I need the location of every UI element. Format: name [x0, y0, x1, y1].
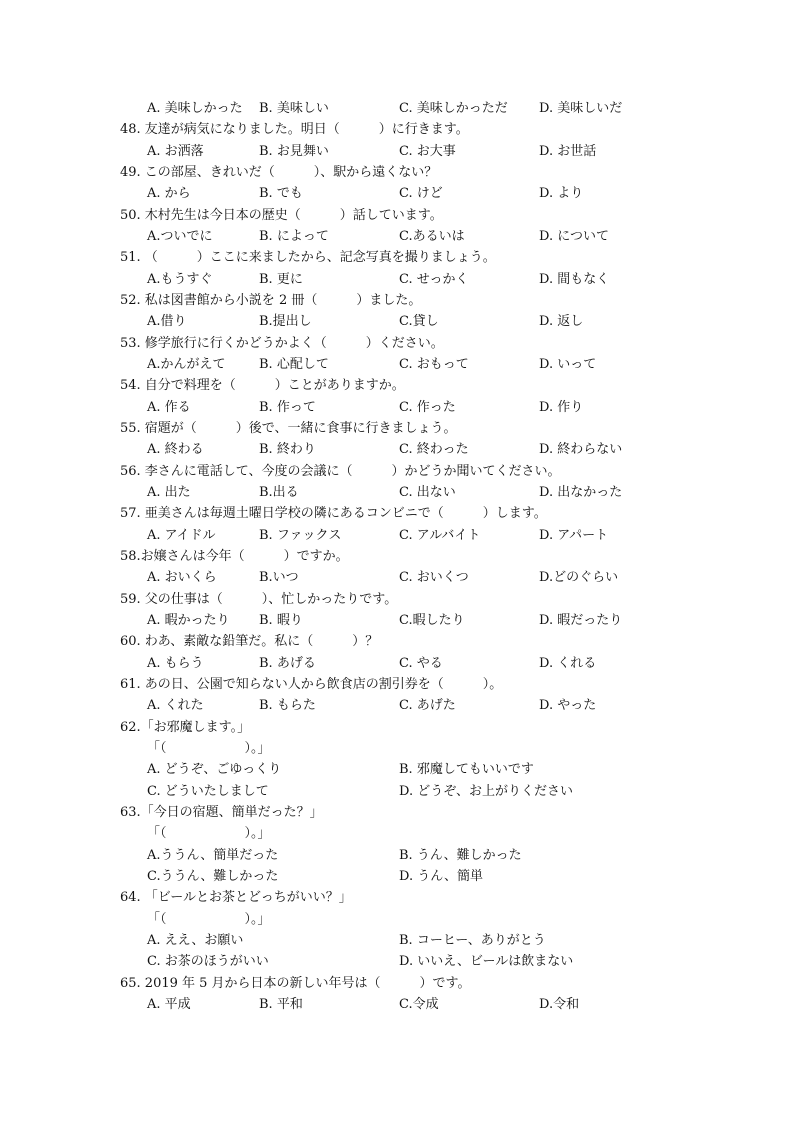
- dialogue-response-line: [0, 738, 794, 759]
- answer-option: C. やる: [399, 655, 443, 671]
- options-line: [0, 930, 794, 951]
- question-text: 54. 自分で料理を（ ）ことがありますか。: [120, 378, 405, 394]
- answer-option: B. 作って: [259, 399, 316, 415]
- answer-option: A. 作る: [147, 399, 191, 415]
- answer-option: D. いって: [539, 356, 597, 372]
- answer-option: A. 出た: [147, 484, 191, 500]
- question-line: [0, 375, 794, 396]
- question-text: 56. 李さんに電話して、今度の会議に（ ）かどうか聞いてください。: [120, 463, 561, 479]
- answer-option: C. どういたしまして: [147, 783, 269, 799]
- question-line: [0, 461, 794, 482]
- answer-option: D. やった: [539, 698, 597, 714]
- question-text: 52. 私は図書館から小説を 2 冊（ ）ました。: [120, 292, 422, 308]
- answer-option: A.かんがえて: [147, 356, 226, 372]
- options-line: [0, 994, 794, 1015]
- question-text: 63.「今日の宿題、簡単だった？」: [120, 804, 323, 820]
- answer-option: C. お大事: [399, 143, 456, 159]
- answer-option: A. 平成: [147, 996, 191, 1012]
- answer-option: A.借り: [147, 314, 187, 330]
- question-text: 53. 修学旅行に行くかどうかよく（ ）ください。: [120, 335, 444, 351]
- question-text: 50. 木村先生は今日本の歴史（ ）話しています。: [120, 207, 443, 223]
- options-line: [0, 759, 794, 780]
- answer-option: B. 邪魔してもいいです: [399, 762, 534, 778]
- answer-option: B. お見舞い: [259, 143, 329, 159]
- question-line: [0, 247, 794, 268]
- options-line: [0, 226, 794, 247]
- options-line: [0, 781, 794, 802]
- question-text: 57. 亜美さんは毎週土曜日学校の隣にあるコンビニで（ ）します。: [120, 506, 547, 522]
- answer-option: D. について: [539, 228, 609, 244]
- answer-option: D. お世話: [539, 143, 597, 159]
- question-line: [0, 802, 794, 823]
- answer-option: B.いつ: [259, 570, 299, 586]
- dialogue-response-line: [0, 823, 794, 844]
- answer-option: A.ついでに: [147, 228, 213, 244]
- answer-option: D. 返し: [539, 314, 584, 330]
- answer-option: B. でも: [259, 186, 303, 202]
- options-line: [0, 845, 794, 866]
- options-line: [0, 653, 794, 674]
- answer-option: A. くれた: [147, 698, 204, 714]
- answer-option: B. によって: [259, 228, 329, 244]
- answer-option: D.令和: [539, 996, 580, 1012]
- answer-option: A. おいくら: [147, 570, 217, 586]
- answer-option: D. 美味しいだ: [539, 101, 623, 116]
- answer-option: A. から: [147, 186, 191, 202]
- answer-option: B. 心配して: [259, 356, 329, 372]
- question-line: [0, 631, 794, 652]
- question-text: 65. 2019 年 5 月から日本の新しい年号は（ ）です。: [120, 975, 471, 991]
- options-line: [0, 610, 794, 631]
- answer-option: A. アイドル: [147, 527, 216, 543]
- answer-option: C. けど: [399, 186, 443, 202]
- answer-option: C.暇したり: [399, 612, 465, 628]
- options-line: [0, 866, 794, 887]
- question-text: 62.「お邪魔します。」: [120, 719, 251, 735]
- answer-option: B.提出し: [259, 314, 312, 330]
- answer-option: B. 更に: [259, 271, 303, 287]
- question-text: 49. この部屋、きれいだ（ ）、駅から遠くない？: [120, 164, 438, 180]
- question-line: [0, 205, 794, 226]
- answer-option: B. 終わり: [259, 442, 316, 458]
- question-text: 60. わあ、素敵な鉛筆だ。私に（ ）？: [120, 634, 379, 650]
- answer-option: C. アルバイト: [399, 527, 481, 543]
- options-line: [0, 525, 794, 546]
- answer-option: A. 終わる: [147, 442, 204, 458]
- options-line: [0, 141, 794, 162]
- options-line: [0, 354, 794, 375]
- answer-option: A. 暇かったり: [147, 612, 230, 628]
- answer-option: B. もらた: [259, 698, 316, 714]
- answer-option: C. 作った: [399, 399, 456, 415]
- question-line: [0, 887, 794, 908]
- answer-option: B. 暇り: [259, 612, 303, 628]
- question-line: [0, 717, 794, 738]
- answer-option: D. いいえ、ビールは飲まない: [399, 954, 574, 970]
- answer-option: B. あげる: [259, 655, 316, 671]
- answer-option: D. どうぞ、お上がりください: [399, 783, 573, 799]
- question-line: [0, 546, 794, 567]
- question-line: [0, 418, 794, 439]
- answer-option: C.ううん、難しかった: [147, 868, 279, 884]
- answer-option: C. お茶のほうがいい: [147, 954, 269, 970]
- answer-option: C.あるいは: [399, 228, 465, 244]
- answer-option: A. もらう: [147, 655, 204, 671]
- answer-option: B. 平和: [259, 996, 303, 1012]
- answer-option: A.もうすぐ: [147, 271, 213, 287]
- answer-option: A. お洒落: [147, 143, 204, 159]
- dialogue-response: 「（ ）。」: [147, 740, 271, 756]
- answer-option: C. 終わった: [399, 442, 469, 458]
- question-line: [0, 973, 794, 994]
- options-line: [0, 695, 794, 716]
- question-text: 59. 父の仕事は（ ）、忙しかったりです。: [120, 591, 398, 607]
- dialogue-response-line: [0, 909, 794, 930]
- question-text: 58.お嬢さんは今年（ ）ですか。: [120, 548, 349, 564]
- question-text: 55. 宿題が（ ）後で、一緒に食事に行きましょう。: [120, 420, 457, 436]
- answer-option: A.ううん、簡単だった: [147, 847, 279, 863]
- question-line: [0, 503, 794, 524]
- answer-option: D. 出なかった: [539, 484, 623, 500]
- answer-option: C. おいくつ: [399, 570, 469, 586]
- question-line: [0, 119, 794, 140]
- options-line: [0, 397, 794, 418]
- answer-option: B. 美味しい: [259, 101, 329, 116]
- answer-option: D. アパート: [539, 527, 609, 543]
- answer-option: D. より: [539, 186, 584, 202]
- question-line: [0, 674, 794, 695]
- answer-option: C.令成: [399, 996, 439, 1012]
- answer-option: D. 作り: [539, 399, 584, 415]
- answer-option: C. あげた: [399, 698, 456, 714]
- answer-option: C. せっかく: [399, 271, 469, 287]
- answer-option: D. 暇だったり: [539, 612, 623, 628]
- question-text: 48. 友達が病気になりました。明日（ ）に行きます。: [120, 122, 469, 138]
- answer-option: B. ファックス: [259, 527, 342, 543]
- answer-option: C. 美味しかっただ: [399, 101, 508, 116]
- question-text: 64. 「ビールとお茶とどっちがいい？」: [120, 890, 352, 906]
- options-line: [0, 98, 794, 119]
- question-text: 61. あの日、公園で知らない人から飲食店の割引券を（ ）。: [120, 676, 503, 692]
- question-line: [0, 333, 794, 354]
- answer-option: D. 終わらない: [539, 442, 623, 458]
- options-line: [0, 311, 794, 332]
- question-line: [0, 162, 794, 183]
- answer-option: D. くれる: [539, 655, 597, 671]
- answer-option: C. 出ない: [399, 484, 456, 500]
- dialogue-response: 「（ ）。」: [147, 911, 271, 927]
- answer-option: D. うん、簡単: [399, 868, 484, 884]
- question-line: [0, 290, 794, 311]
- options-line: [0, 183, 794, 204]
- options-line: [0, 951, 794, 972]
- answer-option: A. 美味しかった: [147, 101, 243, 116]
- options-line: [0, 269, 794, 290]
- answer-option: C.貸し: [399, 314, 439, 330]
- answer-option: B. うん、難しかった: [399, 847, 522, 863]
- options-line: [0, 439, 794, 460]
- dialogue-response: 「（ ）。」: [147, 826, 271, 842]
- question-line: [0, 589, 794, 610]
- answer-option: A. ええ、お願い: [147, 932, 244, 948]
- answer-option: D.どのぐらい: [539, 570, 619, 586]
- answer-option: D. 間もなく: [539, 271, 610, 287]
- answer-option: C. おもって: [399, 356, 469, 372]
- question-text: 51. （ ）ここに来ましたから、記念写真を撮りましょう。: [120, 250, 496, 266]
- answer-option: B. コーヒー、ありがとう: [399, 932, 546, 948]
- answer-option: A. どうぞ、ごゆっくり: [147, 762, 282, 778]
- options-line: [0, 482, 794, 503]
- answer-option: B.出る: [259, 484, 299, 500]
- options-line: [0, 567, 794, 588]
